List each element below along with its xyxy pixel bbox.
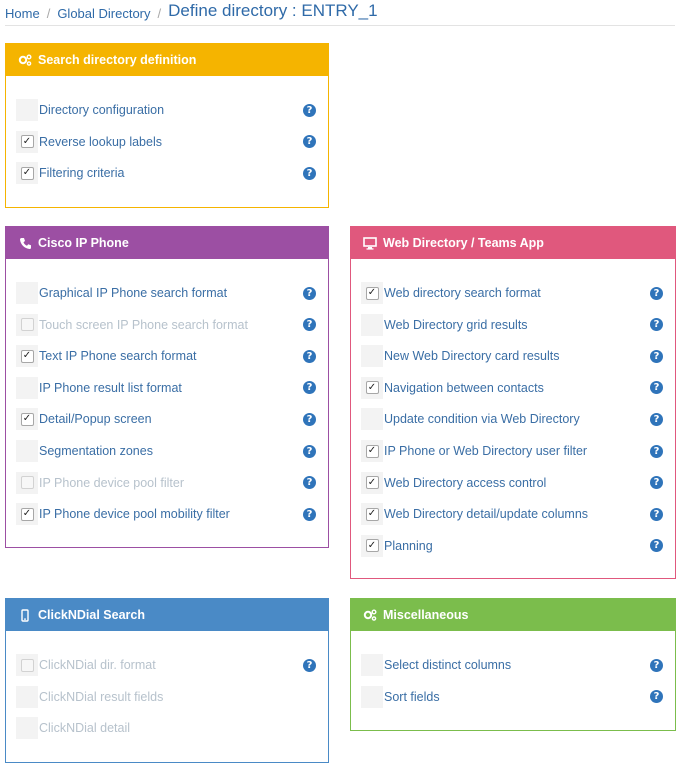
option-row-web-directory-search-format[interactable] [361,282,665,304]
panel-miscellaneous [350,598,676,731]
panel-search-directory-definition [5,43,329,208]
checkbox[interactable]: ✓ [21,508,34,521]
help-icon[interactable]: ? [650,539,663,552]
panel-header [6,599,328,631]
checkbox[interactable]: ✓ [366,539,379,552]
checkbox [21,659,34,672]
checkbox-cell [16,377,38,399]
option-link: IP Phone device pool filter [39,475,185,490]
option-link: Touch screen IP Phone search format [39,317,248,332]
option-link[interactable]: Navigation between contacts [384,380,544,395]
panel-title: Search directory definition [38,53,197,67]
checkbox [21,476,34,489]
gears-icon [363,608,377,622]
panel-title: Cisco IP Phone [38,236,129,250]
phone-icon [18,236,32,250]
option-row-graphical-ip-phone-search-format[interactable] [16,282,318,304]
help-icon[interactable]: ? [303,381,316,394]
checkbox-cell [361,686,383,708]
option-row-sort-fields[interactable] [361,686,665,708]
option-row-ip-phone-or-web-directory-user-filter[interactable] [361,440,665,462]
checkbox-cell [16,440,38,462]
panel-title: Web Directory / Teams App [383,236,544,250]
checkbox[interactable]: ✓ [366,508,379,521]
option-link[interactable]: IP Phone result list format [39,380,182,395]
panel-header [351,227,675,259]
option-row-ip-phone-device-pool-mobility-filter[interactable] [16,503,318,525]
checkbox-cell [361,377,383,399]
option-row-update-condition-via-web-directory[interactable] [361,408,665,430]
panel-clickndial-search [5,598,329,763]
panel-web-directory-teams-app [350,226,676,579]
option-row-planning[interactable] [361,535,665,557]
breadcrumb-separator: / [46,6,51,21]
checkbox-cell [16,408,38,430]
option-link: ClickNDial dir. format [39,658,156,672]
option-row-filtering-criteria[interactable] [16,162,318,184]
option-row-clickndial-dir-format [16,654,318,676]
checkbox-cell [16,472,38,494]
help-icon[interactable]: ? [303,135,316,148]
panel-title: Miscellaneous [383,608,469,622]
option-link[interactable]: Reverse lookup labels [39,134,162,149]
option-link[interactable]: Web Directory detail/update columns [384,507,589,522]
option-link: ClickNDial detail [39,721,130,736]
monitor-icon [363,236,377,250]
option-link[interactable]: Detail/Popup screen [39,412,152,427]
help-icon[interactable]: ? [303,413,316,426]
checkbox-cell [361,503,383,525]
option-row-navigation-between-contacts[interactable] [361,377,665,399]
checkbox-cell [361,440,383,462]
checkbox-cell [361,408,383,430]
option-row-new-web-directory-card-results[interactable] [361,345,665,367]
page-title: Define directory : ENTRY_1 [168,1,378,20]
option-row-clickndial-detail [16,717,318,739]
checkbox[interactable]: ✓ [366,445,379,458]
help-icon[interactable]: ? [650,350,663,363]
help-icon[interactable]: ? [650,287,663,300]
checkbox[interactable]: ✓ [21,135,34,148]
option-row-detail-popup-screen[interactable] [16,408,318,430]
option-row-web-directory-access-control[interactable] [361,472,665,494]
panel-header [6,227,328,259]
option-link[interactable]: Update condition via Web Directory [384,412,580,427]
help-icon[interactable]: ? [650,476,663,489]
checkbox-cell [361,314,383,336]
help-icon[interactable]: ? [650,690,663,703]
option-link[interactable]: New Web Directory card results [384,349,560,364]
panel-cisco-ip-phone [5,226,329,548]
option-row-touch-screen-ip-phone-search-format [16,314,318,336]
help-icon[interactable]: ? [650,445,663,458]
help-icon[interactable]: ? [303,659,316,672]
option-link[interactable]: Planning [384,538,433,553]
breadcrumb-separator: / [157,6,162,21]
checkbox[interactable]: ✓ [21,167,34,180]
option-link[interactable]: Select distinct columns [384,658,512,672]
help-icon[interactable]: ? [303,318,316,331]
help-icon[interactable]: ? [650,508,663,521]
help-icon[interactable]: ? [650,381,663,394]
help-icon[interactable]: ? [650,659,663,672]
help-icon[interactable]: ? [303,287,316,300]
help-icon[interactable]: ? [650,318,663,331]
option-row-reverse-lookup-labels[interactable] [16,131,318,153]
checkbox-cell [16,314,38,336]
help-icon[interactable]: ? [303,104,316,117]
checkbox-cell [16,282,38,304]
option-row-ip-phone-result-list-format[interactable] [16,377,318,399]
help-icon[interactable]: ? [303,508,316,521]
panel-header [351,599,675,631]
checkbox[interactable]: ✓ [366,476,379,489]
mobile-icon [18,608,32,622]
option-link[interactable]: Directory configuration [39,103,165,117]
help-icon[interactable]: ? [650,413,663,426]
option-row-segmentation-zones[interactable] [16,440,318,462]
option-link[interactable]: Segmentation zones [39,444,153,458]
option-row-select-distinct-columns[interactable] [361,654,665,676]
checkbox-cell [361,282,383,304]
option-link[interactable]: Web Directory grid results [384,317,528,332]
checkbox-cell [16,717,38,739]
option-row-text-ip-phone-search-format[interactable] [16,345,318,367]
option-link[interactable]: Web Directory access control [384,475,547,490]
gears-icon [18,53,32,67]
checkbox[interactable]: ✓ [366,381,379,394]
breadcrumb [5,0,675,26]
checkbox [21,318,34,331]
option-row-directory-configuration[interactable] [16,99,318,121]
checkbox-cell [361,535,383,557]
checkbox-cell [16,503,38,525]
checkbox[interactable]: ✓ [366,287,379,300]
panel-header [6,44,328,76]
checkbox-cell [361,472,383,494]
checkbox-cell [16,686,38,708]
checkbox[interactable]: ✓ [21,413,34,426]
breadcrumb-global-directory-link[interactable]: Global Directory [57,6,151,21]
option-link[interactable]: Web directory search format [384,286,541,300]
option-row-web-directory-detail-update-columns[interactable] [361,503,665,525]
help-icon[interactable]: ? [303,350,316,363]
help-icon[interactable]: ? [303,445,316,458]
option-row-ip-phone-device-pool-filter [16,472,318,494]
option-link: ClickNDial result fields [39,689,164,704]
option-link[interactable]: IP Phone device pool mobility filter [39,507,230,522]
checkbox[interactable]: ✓ [21,350,34,363]
checkbox-cell [16,131,38,153]
option-link[interactable]: Graphical IP Phone search format [39,286,228,300]
option-link[interactable]: IP Phone or Web Directory user filter [384,444,588,458]
checkbox-cell [16,345,38,367]
breadcrumb-home-link[interactable]: Home [5,6,40,21]
help-icon[interactable]: ? [303,167,316,180]
option-row-web-directory-grid-results[interactable] [361,314,665,336]
option-row-clickndial-result-fields [16,686,318,708]
option-link[interactable]: Filtering criteria [39,166,125,181]
panel-title: ClickNDial Search [38,608,145,622]
help-icon[interactable]: ? [303,476,316,489]
checkbox-cell [361,654,383,676]
checkbox-cell [16,162,38,184]
checkbox-cell [16,99,38,121]
option-link[interactable]: Text IP Phone search format [39,349,197,364]
option-link[interactable]: Sort fields [384,689,440,704]
checkbox-cell [361,345,383,367]
checkbox-cell [16,654,38,676]
